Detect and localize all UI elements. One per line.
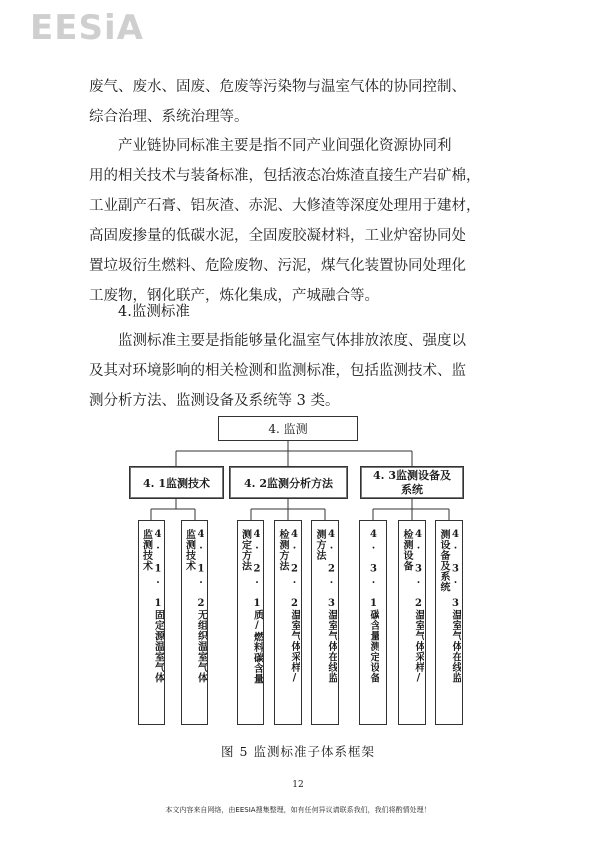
leaf-label: 4. 2. 2温室气体采样/检测方法 xyxy=(277,529,300,684)
diagram-group-analysis-methods: 4. 2监测分析方法 xyxy=(229,466,348,499)
diagram-leaf-4-1-1 xyxy=(138,520,165,725)
leaf-label: 4. 2. 1质/燃料碳含量测定方法 xyxy=(239,529,263,684)
leaf-label: 4. 3. 1碳含量测定设备 xyxy=(368,529,379,683)
text-line: 产业链协同标准主要是指不同产业间强化资源协同利 xyxy=(118,138,452,154)
text-line: 高固废掺量的低碳水泥，全固废胶凝材料，工业炉窑协同处 xyxy=(89,228,466,244)
text-line: 用的相关技术与装备标准，包括液态冶炼渣直接生产岩矿棉， xyxy=(89,168,481,184)
text-line: 废气、废水、固废、危废等污染物与温室气体的协同控制、 xyxy=(89,79,466,95)
page-number: 12 xyxy=(292,780,304,790)
diagram-leaf-4-3-2 xyxy=(398,520,426,725)
leaf-label: 4. 1. 2无组织温室气体监测技术 xyxy=(183,529,207,683)
text-line: 及其对环境影响的相关检测和监测标准，包括监测技术、监 xyxy=(89,363,466,379)
text-line: 工业副产石膏、铝灰渣、赤泥、大修渣等深度处理用于建材， xyxy=(89,198,481,214)
diagram-leaf-4-1-2 xyxy=(181,520,208,725)
diagram-group-equipment-systems: 4. 3监测设备及系统 xyxy=(360,466,464,499)
paragraph-monitoring-standard xyxy=(89,326,519,416)
diagram-leaf-4-2-1 xyxy=(237,520,264,725)
paragraph-pollutant-control xyxy=(89,72,519,132)
figure-caption: 图 5 监测标准子体系框架 xyxy=(221,744,375,759)
diagram-leaf-4-2-2 xyxy=(274,520,302,725)
diagram-leaf-4-2-3 xyxy=(311,520,339,725)
leaf-label: 4. 1. 1固定源温室气体监测技术 xyxy=(140,529,164,683)
text-line: 测分析方法、监测设备及系统等 3 类。 xyxy=(89,393,340,409)
diagram-leaf-4-3-1 xyxy=(359,520,387,725)
diagram-group-monitoring-technology: 4. 1监测技术 xyxy=(129,466,224,499)
leaf-label: 4. 3. 2温室气体采样/检测设备 xyxy=(401,529,424,684)
section-heading-monitoring xyxy=(89,297,519,327)
footer-disclaimer: 本文内容来自网络，由EESIA搜集整理，如有任何异议请联系我们，我们将酌情处理！ xyxy=(165,806,431,814)
diagram-leaf-4-3-3 xyxy=(435,520,463,725)
eesia-watermark-logo: EESiA xyxy=(30,8,144,48)
text-line: 工废物，钢化联产，炼化集成，产城融合等。 xyxy=(89,288,379,304)
text-line: 监测标准主要是指能够量化温室气体排放浓度、强度以 xyxy=(118,333,466,349)
text-line: 置垃圾衍生燃料、危险废物、污泥，煤气化装置协同处理化 xyxy=(89,258,466,274)
paragraph-industry-chain xyxy=(89,131,519,311)
leaf-label: 4. 3. 3温室气体在线监测设备及系统 xyxy=(438,529,461,683)
heading-text: 4.监测标准 xyxy=(118,304,190,320)
diagram-root-box: 4. 监测 xyxy=(218,416,358,441)
text-line: 综合治理、系统治理等。 xyxy=(89,109,249,125)
leaf-label: 4. 2. 3温室气体在线监测方法 xyxy=(314,529,337,683)
